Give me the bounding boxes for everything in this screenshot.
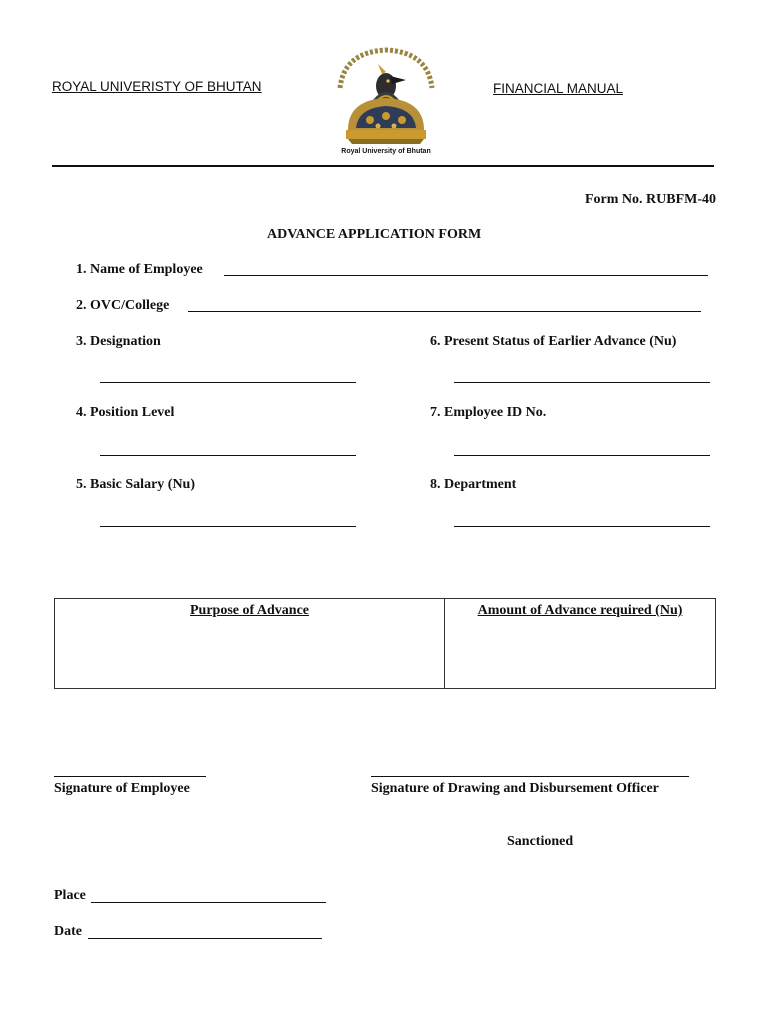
field-name-line[interactable] (224, 275, 708, 276)
field-basic-salary-line[interactable] (100, 526, 356, 527)
university-name: ROYAL UNIVERISTY OF BHUTAN (52, 79, 262, 94)
header-rule (52, 165, 714, 167)
amount-cell[interactable] (447, 625, 713, 685)
field-employee-id-label: 7. Employee ID No. (430, 405, 547, 420)
date-line[interactable] (88, 938, 322, 939)
place-line[interactable] (91, 902, 326, 903)
employee-signature-line[interactable] (54, 776, 206, 777)
advance-table (54, 598, 716, 689)
employee-signature-label: Signature of Employee (54, 781, 190, 796)
purpose-header: Purpose of Advance (190, 603, 309, 618)
logo-emblem (330, 44, 442, 160)
field-basic-salary-label: 5. Basic Salary (Nu) (76, 477, 195, 492)
officer-signature-line[interactable] (371, 776, 689, 777)
logo-caption: Royal University of Bhutan (341, 148, 431, 155)
officer-signature-label: Signature of Drawing and Disbursement Officer (371, 781, 659, 796)
field-department-label: 8. Department (430, 477, 517, 492)
purpose-cell[interactable] (57, 625, 442, 685)
amount-header: Amount of Advance required (Nu) (477, 603, 683, 618)
field-employee-id-line[interactable] (454, 455, 710, 456)
field-designation-line[interactable] (100, 382, 356, 383)
field-earlier-advance-line[interactable] (454, 382, 710, 383)
field-position-level-line[interactable] (100, 455, 356, 456)
sanctioned-label: Sanctioned (507, 834, 574, 849)
form-number: Form No. RUBFM-40 (584, 192, 716, 207)
field-name-label: 1. Name of Employee (76, 262, 203, 277)
field-earlier-advance-label: 6. Present Status of Earlier Advance (Nu) (430, 334, 677, 349)
university-logo (330, 44, 442, 160)
place-label: Place (54, 888, 86, 903)
field-designation-label: 3. Designation (76, 334, 161, 349)
field-department-line[interactable] (454, 526, 710, 527)
form-title: ADVANCE APPLICATION FORM (267, 227, 482, 242)
field-college-line[interactable] (188, 311, 701, 312)
field-college-label: 2. OVC/College (76, 298, 170, 313)
date-label: Date (54, 924, 82, 939)
field-position-level-label: 4. Position Level (76, 405, 175, 420)
manual-title: FINANCIAL MANUAL (493, 81, 624, 96)
